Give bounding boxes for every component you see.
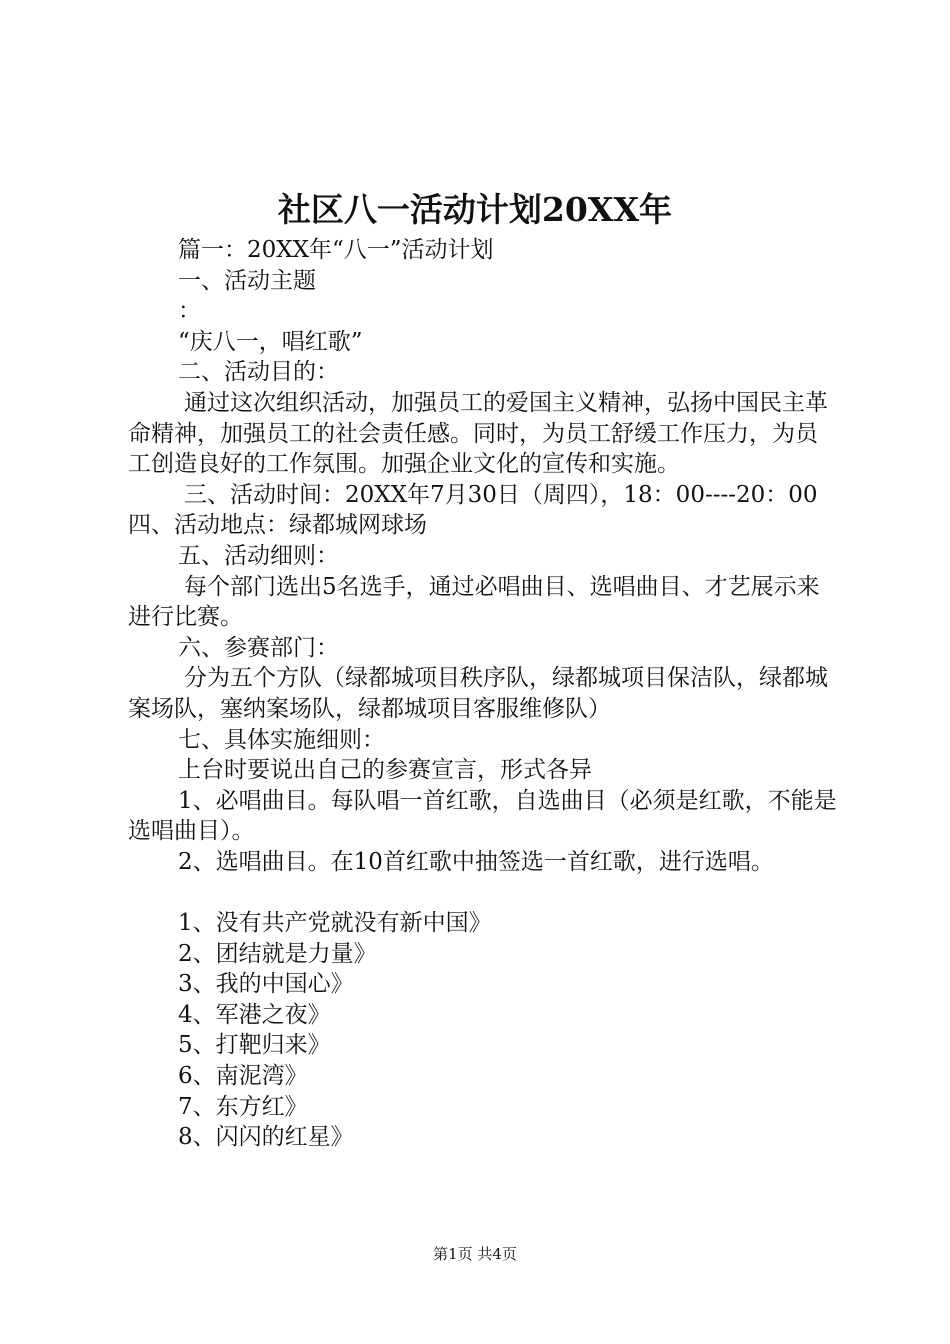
- list-item: 7、东方红》: [178, 1093, 308, 1120]
- paragraph-line: 每个部门选出5名选手，通过必唱曲目、选唱曲目、才艺展示来进行比赛。: [128, 573, 820, 631]
- document-title: 社区八一活动计划20XX年: [277, 190, 673, 229]
- list-item: 1、没有共产党就没有新中国》: [178, 910, 492, 937]
- paragraph-line: “庆八一，唱红歌”: [178, 328, 363, 355]
- blank-line: [128, 877, 838, 908]
- paragraph-line: 上台时要说出自己的参赛宣言，形式各异: [178, 757, 592, 784]
- paragraph-line: 篇一：20XX年“八一”活动计划: [178, 237, 494, 263]
- paragraph-line: 一、活动主题: [178, 267, 316, 294]
- paragraph-line: 七、具体实施细则：: [178, 726, 385, 753]
- list-item: 6、南泥湾》: [178, 1063, 308, 1090]
- list-item: 4、军港之夜》: [178, 1001, 331, 1028]
- paragraph-line: 2、选唱曲目。在10首红歌中抽签选一首红歌，进行选唱。: [178, 848, 774, 875]
- list-item: 3、我的中国心》: [178, 971, 354, 998]
- paragraph-line: 分为五个方队（绿都城项目秩序队，绿都城项目保洁队，绿都城案场队，塞纳案场队，绿都城项目客服维修队）: [128, 665, 828, 722]
- paragraph-line: 五、活动细则：: [178, 542, 339, 569]
- paragraph-line: 三、活动时间：20XX年7月30日（周四），18：00----20：00四、活动地点：绿都城网球场: [128, 481, 818, 539]
- paragraph-line: 1、必唱曲目。每队唱一首红歌，自选曲目（必须是红歌，不能是选唱曲目）。: [128, 787, 837, 845]
- document-body: [128, 235, 838, 1153]
- list-item: 8、闪闪的红星》: [178, 1124, 354, 1151]
- paragraph-line: 通过这次组织活动，加强员工的爱国主义精神，弘扬中国民主革命精神，加强员工的社会责任感。同时，为员工舒缓工作压力，为员工创造良好的工作氛围。加强企业文化的宣传和实施。: [128, 389, 828, 478]
- paragraph-line: 六、参赛部门：: [178, 634, 339, 661]
- list-item: 5、打靶归来》: [178, 1032, 331, 1059]
- list-item: 2、团结就是力量》: [178, 940, 377, 967]
- paragraph-line: ：: [178, 298, 201, 325]
- page-footer: 第1页 共4页: [433, 1245, 517, 1263]
- paragraph-line: 二、活动目的：: [178, 359, 339, 386]
